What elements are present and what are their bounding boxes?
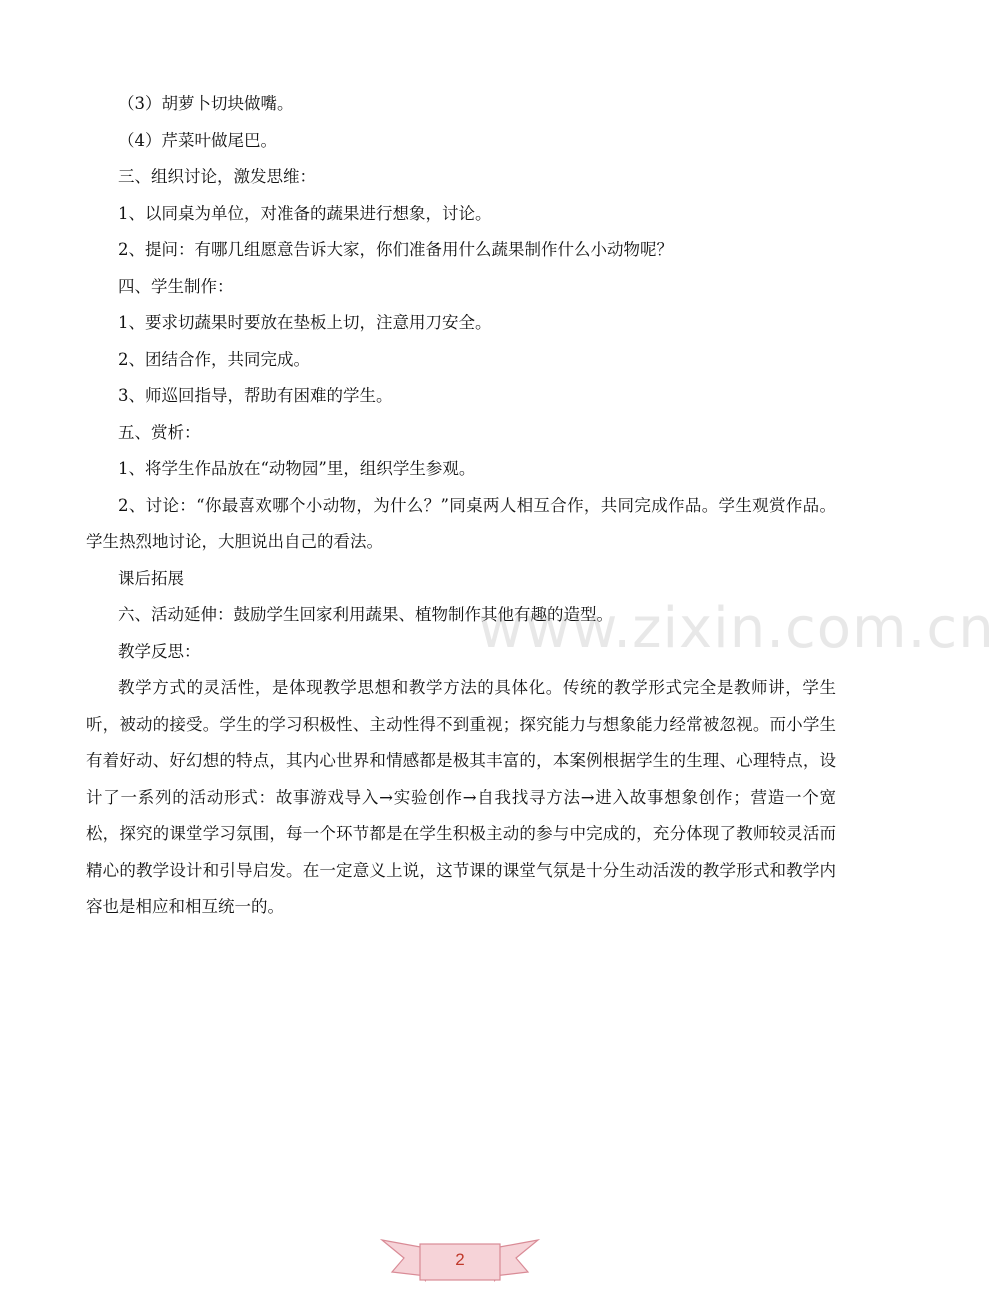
document-body [86, 86, 836, 926]
text-line: 1、以同桌为单位，对准备的蔬果进行想象，讨论。 [118, 203, 492, 223]
section-heading: 四、学生制作： [118, 276, 234, 296]
discussion-paragraph: 2、讨论：“你最喜欢哪个小动物，为什么？”同桌两人相互合作，共同完成作品。学生观赏作品。学生热烈地讨论，大胆说出自己的看法。 [86, 495, 836, 551]
page-footer [380, 1232, 540, 1290]
text-line: 3、师巡回指导，帮助有困难的学生。 [118, 386, 393, 405]
reflection-paragraph: 教学方式的灵活性，是体现教学思想和教学方法的具体化。传统的教学形式完全是教师讲，学生听，被动的接受。学生的学习积极性、主动性得不到重视；探究能力与想象能力经常被忽视。而小学生有着好动、好幻想的特点，其内心世界和情感都是极其丰富的，本案例根据学生的生理、心理特点，设计了一系列的活动形式：故事游戏导入→实验创作→自我找寻方法→进入故事想象创作；营造一个宽松，探究的课堂学习氛围，每一个环节都是在学生积极主动的参与中完成的，充分体现了教师较灵活而精心的教学设计和引导启发。在一定意义上说，这节课的课堂气氛是十分生动活泼的教学形式和教学内容也是相应和相互统一的。 [86, 678, 836, 916]
section-heading: 五、赏析： [118, 422, 201, 442]
text-line: 2、团结合作，共同完成。 [118, 349, 310, 369]
section-heading: 教学反思： [118, 641, 201, 661]
watermark: www.zixin.com.cn [478, 596, 995, 661]
text-line: （3）胡萝卜切块做嘴。 [118, 94, 294, 113]
page-number: 2 [455, 1250, 465, 1269]
text-line: 1、将学生作品放在“动物园”里，组织学生参观。 [118, 459, 476, 478]
section-heading: 六、活动延伸：鼓励学生回家利用蔬果、植物制作其他有趣的造型。 [118, 605, 613, 624]
text-line: 1、要求切蔬果时要放在垫板上切，注意用刀安全。 [118, 313, 492, 332]
section-heading: 三、组织讨论，激发思维： [118, 167, 316, 186]
section-heading: 课后拓展 [118, 568, 184, 588]
text-line: （4）芹菜叶做尾巴。 [118, 130, 277, 150]
text-line: 2、提问：有哪几组愿意告诉大家，你们准备用什么蔬果制作什么小动物呢？ [118, 240, 673, 259]
